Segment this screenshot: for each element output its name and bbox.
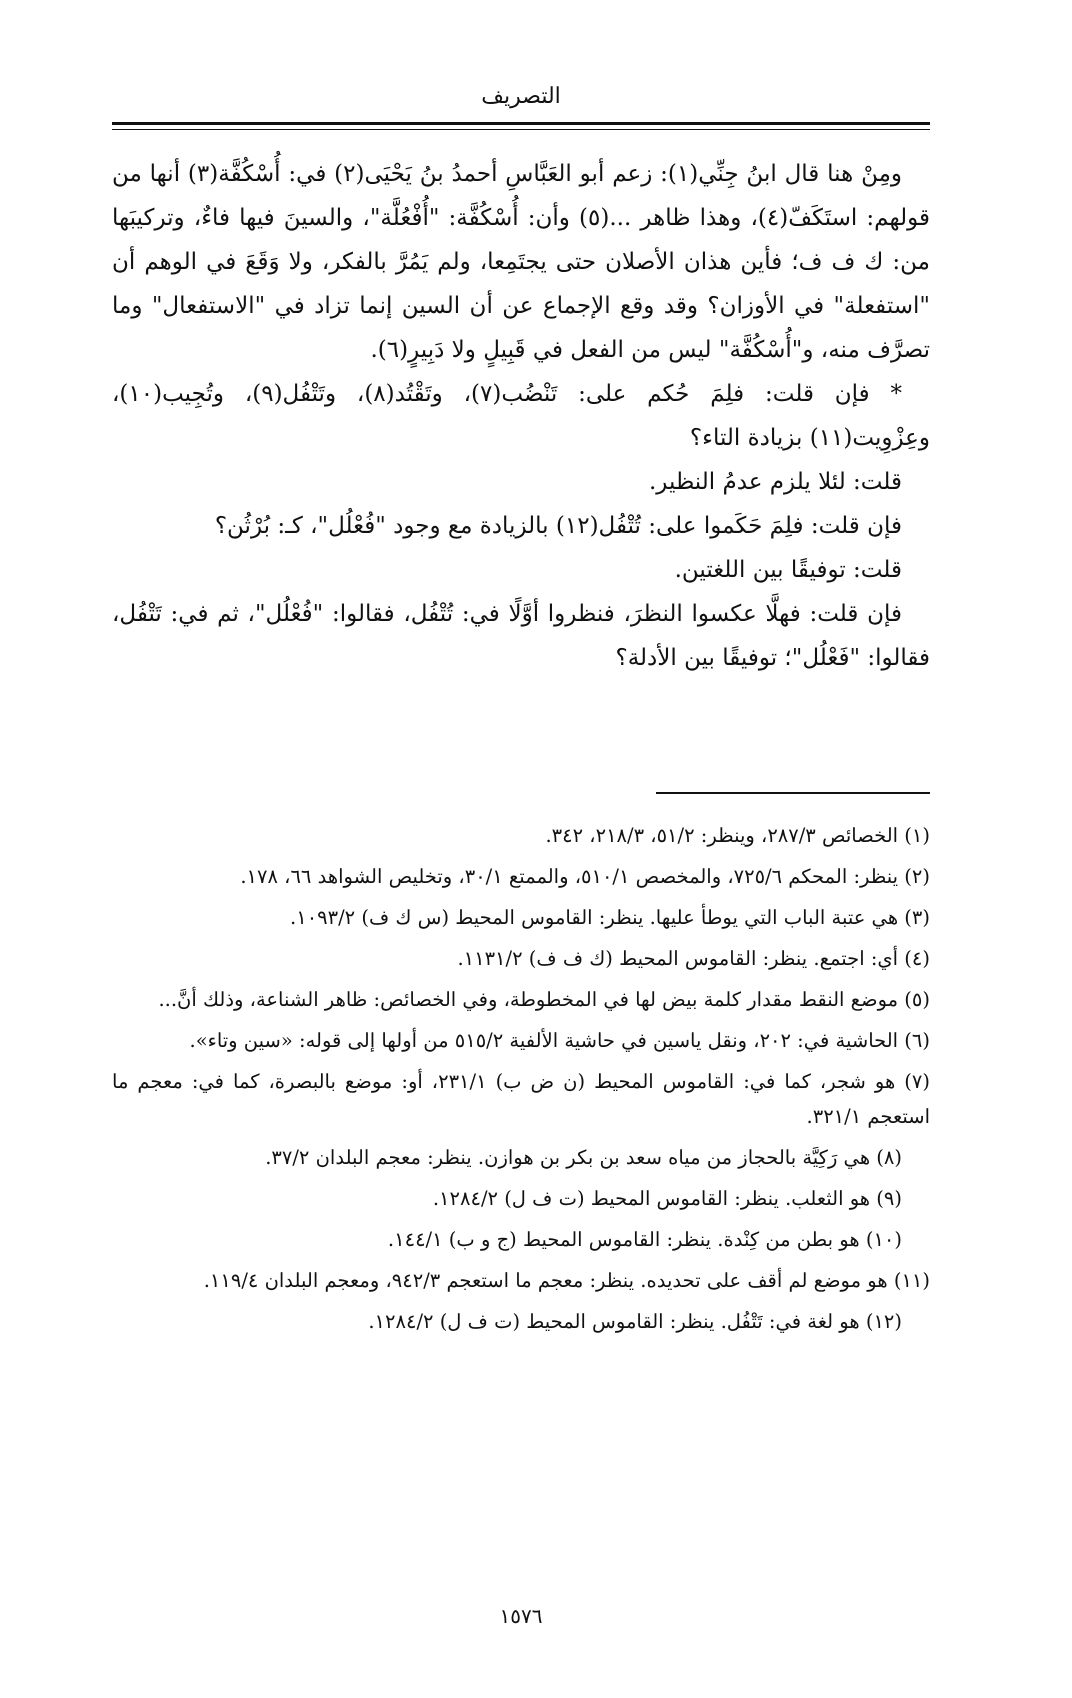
footnote-6: (٦) الحاشية في: ٢٠٢، ونقل ياسين في حاشية الألفية ٥١٥/٢ من أولها إلى قوله: «سين وتاء». bbox=[189, 1029, 930, 1052]
footnotes bbox=[112, 818, 930, 1345]
paragraph-answer-2: قلت: توفيقًا بين اللغتين. bbox=[674, 557, 902, 583]
footnote-1: (١) الخصائص ٢٨٧/٣، وينظر: ٥١/٢، ٢١٨/٣، ٣٤٢. bbox=[545, 824, 930, 847]
paragraph-intro: ومِنْ هنا قال ابنُ جِنِّي(١): زعم أبو العَبَّاسِ أحمدُ بنُ يَحْيَى(٢) في: أُسْكُفَّة(٣) أنها من قولهم: استَكَفّ(٤)، وهذا ظاهر ...(٥) وأن: أُسْكُفَّة: "أُفْعُلَّة"، والسينَ فيها فاءٌ، وتركيبَها من: ك ف ف؛ فأين هذان الأصلان حتى يجتَمِعا، ولم يَمُرَّ بالفكر، ولا وَقَعَ في الوهم أن "استفعلة" في الأوزان؟ وقد وقع الإجماع عن أن السين إنما تزاد في "الاستفعال" وما تصرَّف منه، و"أُسْكُفَّة" ليس من الفعل في قَبِيلٍ ولا دَبِيرٍ(٦). bbox=[112, 161, 930, 363]
paragraph-answer-1: قلت: لئلا يلزم عدمُ النظير. bbox=[649, 469, 902, 495]
header-rule-thin bbox=[112, 129, 930, 130]
main-text bbox=[112, 152, 930, 680]
header-rule-thick bbox=[112, 122, 930, 125]
footnote-7: (٧) هو شجر، كما في: القاموس المحيط (ن ض ب) ٢٣١/١، أو: موضع بالبصرة، كما في: معجم ما استعجم ٣٢١/١. bbox=[112, 1070, 930, 1128]
footnote-3: (٣) هي عتبة الباب التي يوطأ عليها. ينظر: القاموس المحيط (س ك ف) ١٠٩٣/٢. bbox=[290, 906, 930, 929]
footnote-9: (٩) هو الثعلب. ينظر: القاموس المحيط (ت ف ل) ١٢٨٤/٢. bbox=[432, 1187, 902, 1210]
paragraph-question-1: * فإن قلت: فلِمَ حُكم على: تَنْضُب(٧)، وتَقْتُد(٨)، وتَتْفُل(٩)، وتُجِيب(١٠)، وعِزْوِيت(١١) بزيادة التاء؟ bbox=[112, 381, 930, 451]
paragraph-question-2: فإن قلت: فلِمَ حَكَموا على: تُتْفُل(١٢) بالزيادة مع وجود "فُعْلُل"، كـ: بُرْثُن؟ bbox=[214, 513, 902, 539]
footnote-11: (١١) هو موضع لم أقف على تحديده. ينظر: معجم ما استعجم ٩٤٢/٣، ومعجم البلدان ١١٩/٤. bbox=[203, 1269, 930, 1292]
page-number: ١٥٧٦ bbox=[499, 1604, 543, 1628]
footnote-separator bbox=[656, 792, 930, 794]
footnote-12: (١٢) هو لغة في: تَتْفُل. ينظر: القاموس المحيط (ت ف ل) ١٢٨٤/٢. bbox=[368, 1310, 902, 1333]
paragraph-question-3: فإن قلت: فهلَّا عكسوا النظرَ، فنظروا أوَّلًا في: تُتْفُل، فقالوا: "فُعْلُل"، ثم في: تَتْفُل، فقالوا: "فَعْلُل"؛ توفيقًا بين الأدلة؟ bbox=[112, 601, 930, 671]
footnote-5: (٥) موضع النقط مقدار كلمة بيض لها في المخطوطة، وفي الخصائص: ظاهر الشناعة، وذلك أنَّ... bbox=[158, 988, 930, 1011]
footnote-10: (١٠) هو بطن من كِنْدة. ينظر: القاموس المحيط (ج و ب) ١٤٤/١. bbox=[387, 1228, 902, 1251]
footnote-4: (٤) أي: اجتمع. ينظر: القاموس المحيط (ك ف ف) ١١٣١/٢. bbox=[457, 947, 930, 970]
footnote-8: (٨) هي رَكِيَّة بالحجاز من مياه سعد بن بكر بن هوازن. ينظر: معجم البلدان ٣٧/٢. bbox=[265, 1146, 902, 1169]
footnote-2: (٢) ينظر: المحكم ٧٢٥/٦، والمخصص ٥١٠/١، والممتع ٣٠/١، وتخليص الشواهد ٦٦، ١٧٨. bbox=[240, 865, 930, 888]
running-header: التصريف bbox=[481, 84, 561, 109]
